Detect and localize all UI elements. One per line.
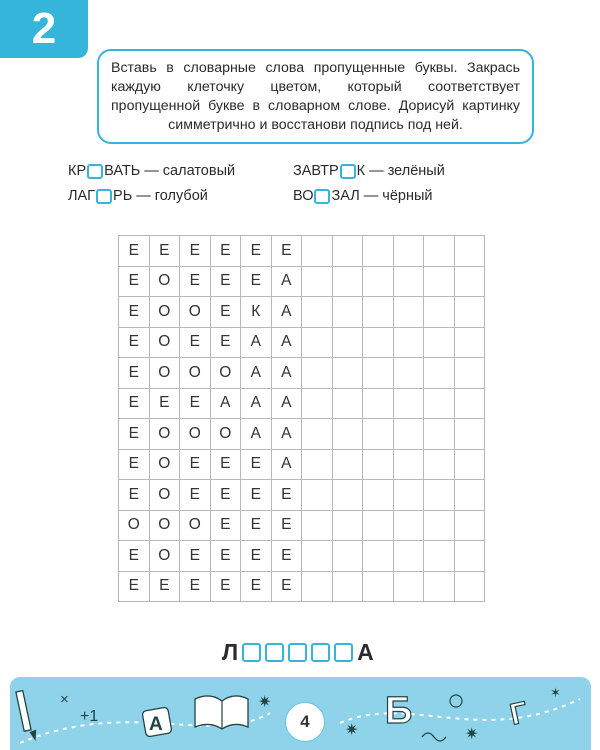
grid-cell[interactable]	[424, 541, 455, 572]
grid-cell[interactable]: Е	[119, 419, 150, 450]
grid-cell[interactable]	[302, 236, 333, 267]
page-number: 4	[285, 702, 325, 742]
missing-letter-box[interactable]	[96, 189, 112, 204]
grid-cell[interactable]	[332, 480, 363, 511]
grid-cell[interactable]	[332, 388, 363, 419]
grid-cell[interactable]: Е	[180, 480, 211, 511]
grid-cell[interactable]: Е	[210, 510, 241, 541]
grid-cell[interactable]: Е	[210, 327, 241, 358]
answer-letter-box[interactable]	[265, 643, 284, 662]
grid-cell[interactable]	[454, 541, 485, 572]
grid-cell[interactable]	[393, 449, 424, 480]
grid-cell[interactable]: Е	[241, 571, 272, 602]
grid-cell[interactable]	[424, 571, 455, 602]
grid-cell[interactable]: А	[241, 327, 272, 358]
grid-cell[interactable]: А	[271, 327, 302, 358]
grid-cell[interactable]: О	[149, 480, 180, 511]
grid-cell[interactable]	[424, 266, 455, 297]
grid-cell[interactable]: А	[271, 388, 302, 419]
grid-cell[interactable]: А	[271, 419, 302, 450]
grid-cell[interactable]	[454, 480, 485, 511]
grid-cell[interactable]	[332, 571, 363, 602]
grid-cell[interactable]: Е	[180, 327, 211, 358]
word-color: салатовый	[162, 163, 236, 179]
grid-cell[interactable]	[454, 419, 485, 450]
grid-cell[interactable]	[302, 388, 333, 419]
grid-cell[interactable]: О	[149, 449, 180, 480]
grid-cell[interactable]: О	[149, 327, 180, 358]
grid-cell[interactable]	[332, 236, 363, 267]
grid-cell[interactable]	[363, 236, 394, 267]
grid-cell[interactable]	[424, 419, 455, 450]
missing-letter-box[interactable]	[87, 164, 103, 179]
grid-cell[interactable]: А	[241, 358, 272, 389]
grid-cell[interactable]	[363, 388, 394, 419]
grid-cell[interactable]	[302, 571, 333, 602]
grid-cell[interactable]	[424, 449, 455, 480]
grid-cell[interactable]	[454, 358, 485, 389]
grid-cell[interactable]: Е	[241, 449, 272, 480]
grid-cell[interactable]	[302, 480, 333, 511]
grid-cell[interactable]	[424, 388, 455, 419]
grid-cell[interactable]: Е	[210, 266, 241, 297]
grid-cell[interactable]: О	[180, 358, 211, 389]
grid-cell[interactable]: Е	[210, 297, 241, 328]
grid-cell[interactable]	[454, 266, 485, 297]
word-prefix: ЛАГ	[68, 188, 96, 204]
grid-cell[interactable]: Е	[119, 449, 150, 480]
letter-g-icon	[507, 696, 531, 732]
grid-cell[interactable]	[302, 449, 333, 480]
grid-cell[interactable]	[393, 419, 424, 450]
grid-cell[interactable]: Е	[180, 571, 211, 602]
svg-text:✷: ✷	[465, 724, 479, 743]
grid-cell[interactable]: О	[210, 358, 241, 389]
grid-cell[interactable]: Е	[180, 236, 211, 267]
grid-cell[interactable]: О	[149, 358, 180, 389]
word-prefix: ЗАВТР	[293, 163, 339, 179]
grid-cell[interactable]: Е	[241, 510, 272, 541]
grid-cell[interactable]: Е	[119, 480, 150, 511]
grid-cell[interactable]: Е	[180, 266, 211, 297]
grid-cell[interactable]: Е	[271, 571, 302, 602]
grid-cell[interactable]: А	[271, 266, 302, 297]
grid-cell[interactable]	[302, 541, 333, 572]
grid-cell[interactable]: Е	[180, 449, 211, 480]
grid-cell[interactable]: Е	[119, 388, 150, 419]
svg-text:Г: Г	[507, 695, 531, 732]
answer-first-letter: Л	[222, 638, 239, 665]
grid-cell[interactable]	[302, 358, 333, 389]
grid-cell[interactable]: Е	[241, 541, 272, 572]
grid-cell[interactable]	[454, 449, 485, 480]
word-dash: —	[363, 188, 379, 204]
svg-text:×: ×	[60, 691, 69, 708]
grid-cell[interactable]	[393, 388, 424, 419]
grid-cell[interactable]: О	[149, 266, 180, 297]
letter-b-icon	[385, 690, 412, 732]
grid-cell[interactable]	[363, 510, 394, 541]
grid-row	[119, 266, 485, 297]
grid-cell[interactable]	[454, 297, 485, 328]
grid-cell[interactable]	[454, 510, 485, 541]
letter-a-icon	[142, 707, 172, 737]
grid-cell[interactable]: О	[149, 510, 180, 541]
word-prefix: ВО	[293, 188, 314, 204]
grid-cell[interactable]	[393, 541, 424, 572]
word-color: голубой	[154, 188, 208, 204]
svg-text:✶: ✶	[550, 686, 561, 701]
svg-text:+1: +1	[80, 708, 99, 725]
grid-cell[interactable]: О	[149, 541, 180, 572]
task-instructions: Вставь в словарные слова пропущенные буквы. Закрась каждую клеточку цветом, который соответствует пропущенной букве в словарном слове. Дорисуй картинку симметрично и восстанови подпись под ней.	[97, 49, 534, 144]
grid-row	[119, 449, 485, 480]
word-color: чёрный	[382, 188, 433, 204]
grid-cell[interactable]	[393, 510, 424, 541]
grid-cell[interactable]	[363, 541, 394, 572]
grid-cell[interactable]: Е	[271, 541, 302, 572]
grid-cell[interactable]	[363, 480, 394, 511]
svg-text:✷: ✷	[258, 692, 272, 711]
word-dash: —	[369, 163, 384, 179]
task-number-badge: 2	[0, 0, 88, 58]
grid-cell[interactable]	[393, 327, 424, 358]
grid-cell[interactable]	[454, 327, 485, 358]
word-item-3	[68, 187, 208, 205]
answer-caption	[222, 638, 374, 665]
grid-cell[interactable]	[424, 480, 455, 511]
grid-cell[interactable]: Е	[119, 266, 150, 297]
grid-row	[119, 236, 485, 267]
word-suffix: ЗАЛ	[331, 188, 360, 204]
grid-cell[interactable]	[393, 358, 424, 389]
grid-cell[interactable]	[363, 358, 394, 389]
grid-row	[119, 510, 485, 541]
answer-last-letter: А	[357, 638, 374, 665]
word-color: зелёный	[387, 163, 445, 179]
grid-row	[119, 388, 485, 419]
svg-text:✷: ✷	[345, 720, 359, 739]
grid-cell[interactable]: Е	[119, 297, 150, 328]
grid-cell[interactable]: Е	[210, 480, 241, 511]
missing-letter-box[interactable]	[340, 164, 356, 179]
grid-cell[interactable]: Е	[149, 236, 180, 267]
open-book-icon	[195, 696, 248, 729]
grid-cell[interactable]: О	[210, 419, 241, 450]
grid-cell[interactable]	[332, 266, 363, 297]
grid-cell[interactable]	[393, 571, 424, 602]
answer-letter-box[interactable]	[311, 643, 330, 662]
grid-cell[interactable]	[302, 510, 333, 541]
answer-letter-box[interactable]	[242, 643, 261, 662]
grid-cell[interactable]: Е	[119, 358, 150, 389]
grid-cell[interactable]	[454, 236, 485, 267]
grid-cell[interactable]: А	[271, 358, 302, 389]
word-prefix: КР	[68, 163, 87, 179]
grid-cell[interactable]: А	[271, 449, 302, 480]
grid-cell[interactable]	[424, 297, 455, 328]
grid-cell[interactable]	[424, 358, 455, 389]
grid-cell[interactable]: О	[149, 297, 180, 328]
word-suffix: ВАТЬ	[104, 163, 141, 179]
grid-cell[interactable]: О	[119, 510, 150, 541]
grid-row	[119, 541, 485, 572]
grid-cell[interactable]	[332, 297, 363, 328]
word-item-4	[293, 187, 433, 205]
grid-cell[interactable]	[424, 236, 455, 267]
grid-cell[interactable]: Е	[210, 571, 241, 602]
grid-cell[interactable]: Е	[210, 449, 241, 480]
grid-cell[interactable]	[393, 480, 424, 511]
grid-row	[119, 571, 485, 602]
grid-cell[interactable]: О	[149, 419, 180, 450]
grid-cell[interactable]	[302, 419, 333, 450]
word-suffix: РЬ	[113, 188, 133, 204]
grid-cell[interactable]: О	[180, 510, 211, 541]
missing-letter-box[interactable]	[314, 189, 330, 204]
grid-cell[interactable]: А	[210, 388, 241, 419]
word-dash: —	[144, 163, 159, 179]
answer-letter-box[interactable]	[288, 643, 307, 662]
grid-cell[interactable]	[393, 236, 424, 267]
grid-row	[119, 297, 485, 328]
word-item-2	[293, 162, 445, 180]
grid-cell[interactable]: Е	[210, 236, 241, 267]
pencil-icon	[16, 691, 39, 742]
grid-cell[interactable]	[363, 571, 394, 602]
grid-cell[interactable]	[424, 510, 455, 541]
grid-cell[interactable]	[332, 419, 363, 450]
grid-row	[119, 358, 485, 389]
grid-cell[interactable]	[302, 327, 333, 358]
grid-cell[interactable]: Е	[149, 571, 180, 602]
grid-cell[interactable]	[332, 449, 363, 480]
grid-cell[interactable]: Е	[119, 571, 150, 602]
grid-cell[interactable]	[332, 510, 363, 541]
grid-cell[interactable]: Е	[271, 510, 302, 541]
answer-letter-box[interactable]	[334, 643, 353, 662]
grid-cell[interactable]: Е	[119, 236, 150, 267]
grid-cell[interactable]	[363, 449, 394, 480]
grid-cell[interactable]	[363, 266, 394, 297]
grid-cell[interactable]	[393, 297, 424, 328]
grid-cell[interactable]	[454, 388, 485, 419]
grid-row	[119, 419, 485, 450]
word-suffix: К	[356, 163, 366, 179]
word-item-1	[68, 162, 235, 180]
grid-cell[interactable]	[363, 419, 394, 450]
grid-cell[interactable]	[363, 297, 394, 328]
grid-cell[interactable]: Е	[241, 266, 272, 297]
grid-cell[interactable]: А	[241, 419, 272, 450]
grid-cell[interactable]	[332, 327, 363, 358]
grid-cell[interactable]: Е	[180, 388, 211, 419]
grid-cell[interactable]: К	[241, 297, 272, 328]
grid-cell[interactable]: А	[271, 297, 302, 328]
grid-cell[interactable]: О	[180, 419, 211, 450]
word-dash: —	[136, 188, 151, 204]
grid-cell[interactable]	[332, 541, 363, 572]
grid-row	[119, 327, 485, 358]
grid-cell[interactable]: А	[241, 388, 272, 419]
grid-cell[interactable]: Е	[241, 236, 272, 267]
grid-cell[interactable]: О	[180, 297, 211, 328]
grid-row	[119, 480, 485, 511]
grid-cell[interactable]: Е	[241, 480, 272, 511]
grid-cell[interactable]: Е	[271, 480, 302, 511]
coloring-grid	[118, 235, 485, 602]
answer-blanks	[240, 643, 355, 662]
grid-cell[interactable]	[454, 571, 485, 602]
grid-cell[interactable]	[332, 358, 363, 389]
grid-cell[interactable]: Е	[180, 541, 211, 572]
svg-text:Б: Б	[385, 690, 413, 732]
grid-cell[interactable]: Е	[119, 541, 150, 572]
grid-cell[interactable]: Е	[210, 541, 241, 572]
grid-cell[interactable]	[424, 327, 455, 358]
grid-cell[interactable]: Е	[119, 327, 150, 358]
grid-cell[interactable]: Е	[149, 388, 180, 419]
grid-cell[interactable]	[302, 297, 333, 328]
grid-cell[interactable]: Е	[271, 236, 302, 267]
grid-cell[interactable]	[302, 266, 333, 297]
grid-cell[interactable]	[363, 327, 394, 358]
svg-text:A: A	[149, 714, 163, 735]
grid-cell[interactable]	[393, 266, 424, 297]
